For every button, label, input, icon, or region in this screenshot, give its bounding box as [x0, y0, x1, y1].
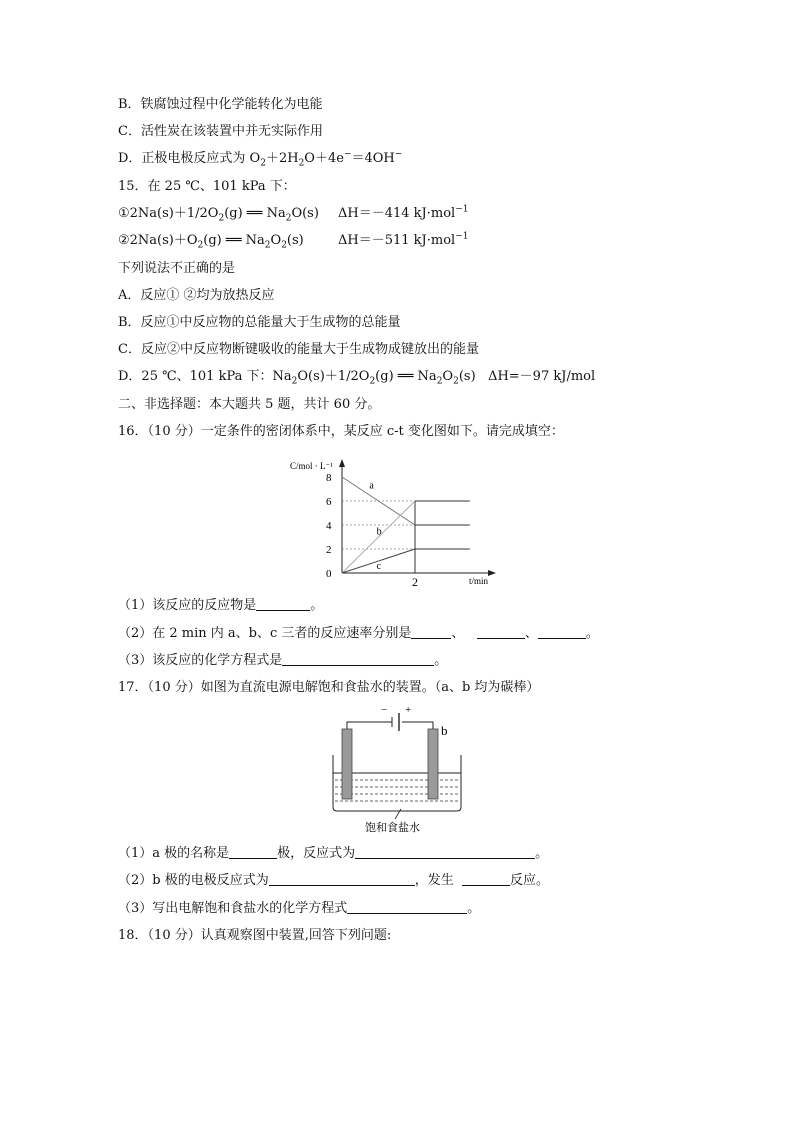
electrode-b — [428, 729, 438, 799]
q15-option-a: A．反应① ②均为放热反应 — [118, 288, 275, 303]
q15-reaction-2: $②2Na(s)+O_2(g)$ ══ $Na_2O_2(s)$ — [118, 233, 304, 251]
q16-ct-chart — [285, 455, 505, 590]
answer-blank[interactable] — [477, 625, 525, 639]
q17-part-1: （1）a 极的名称是 极，反应式为 。 — [118, 846, 549, 861]
series-a-line — [342, 477, 415, 525]
battery-plus-sign: + — [405, 704, 412, 716]
q14-option-c: C．活性炭在该装置中并无实际作用 — [118, 124, 323, 139]
q15-reaction-2-dh: ΔH＝－511 kJ·mol$^{-1}$ — [338, 231, 469, 248]
y-axis-arrow — [339, 459, 345, 467]
series-b-label: b — [376, 526, 382, 538]
answer-blank[interactable] — [229, 845, 277, 859]
y-tick-label-6: 6 — [326, 496, 332, 508]
q16-stem: 16．（10 分）一定条件的密闭体系中，某反应 c-t 变化图如下。请完成填空： — [118, 424, 564, 439]
q15-option-b: B．反应①中反应物的总能量大于生成物的总能量 — [118, 315, 401, 330]
electrode-b-label: b — [441, 723, 448, 738]
wire-right — [402, 722, 433, 729]
battery-minus-sign: − — [381, 704, 388, 716]
x-axis-arrow — [488, 570, 496, 576]
q17-stem: 17．（10 分）如图为直流电源电解饱和食盐水的装置。（a、b 均为碳棒） — [118, 680, 540, 695]
q15-option-d: D．25 ℃、101 kPa 下：$Na_2O(s)+1/2O_2(g)$ ══ $Na_2O_2(s)$ ΔH=－97 kJ/mol — [118, 369, 596, 387]
y-axis-label: C/mol · L⁻¹ — [290, 461, 333, 471]
figure-caption: 饱和食盐水 — [365, 822, 420, 834]
q18-stem: 18．（10 分）认真观察图中装置,回答下列问题: — [118, 928, 392, 943]
y-tick-label-8: 8 — [326, 472, 332, 484]
series-a-label: a — [369, 480, 374, 492]
answer-blank[interactable] — [538, 625, 586, 639]
q15-reaction-1: $①2Na(s)+1/2O_2(g)$ ══ $Na_2O(s)$ — [118, 206, 319, 224]
answer-blank[interactable] — [269, 872, 415, 886]
q16-part-1: （1）该反应的反应物是 。 — [118, 598, 324, 613]
electrode-a — [342, 729, 352, 799]
q17-part-2: （2）b 极的电极反应式为 ，发生 反应。 — [118, 873, 550, 888]
x-axis-label: t/min — [469, 576, 489, 586]
q17-electrolysis-figure — [325, 703, 475, 838]
answer-blank[interactable] — [462, 872, 510, 886]
y-tick-label-0: 0 — [326, 568, 332, 580]
q17-part-3: （3）写出电解饱和食盐水的化学方程式 。 — [118, 901, 481, 916]
series-c-label: c — [376, 560, 382, 572]
x-tick-label-2: 2 — [412, 575, 418, 589]
y-tick-label-2: 2 — [326, 544, 332, 556]
q15-reaction-1-dh: ΔH＝－414 kJ·mol$^{-1}$ — [338, 204, 469, 221]
wire-left — [347, 722, 392, 729]
y-tick-label-4: 4 — [326, 520, 332, 532]
answer-blank[interactable] — [411, 625, 451, 639]
q16-part-2: （2）在 2 min 内 a、b、c 三者的反应速率分别是 、 、 。 — [118, 626, 599, 641]
q16-part-3: （3）该反应的化学方程式是 。 — [118, 653, 448, 668]
q14-option-d: D．正极电极反应式为 $O_2+2H_2O+4e^-=4OH^-$ — [118, 149, 403, 169]
answer-blank[interactable] — [347, 900, 467, 914]
q15-question: 下列说法不正确的是 — [118, 261, 236, 276]
answer-blank[interactable] — [256, 597, 310, 611]
q15-option-c: C．反应②中反应物断键吸收的能量大于生成物成键放出的能量 — [118, 342, 479, 357]
answer-blank[interactable] — [282, 652, 434, 666]
q14-option-b: B．铁腐蚀过程中化学能转化为电能 — [118, 97, 323, 112]
q15-stem: 15．在 25 ℃、101 kPa 下： — [118, 179, 296, 194]
section-2-heading: 二、非选择题：本大题共 5 题，共计 60 分。 — [118, 397, 381, 412]
liquid-hatching — [335, 780, 459, 801]
answer-blank[interactable] — [355, 845, 535, 859]
